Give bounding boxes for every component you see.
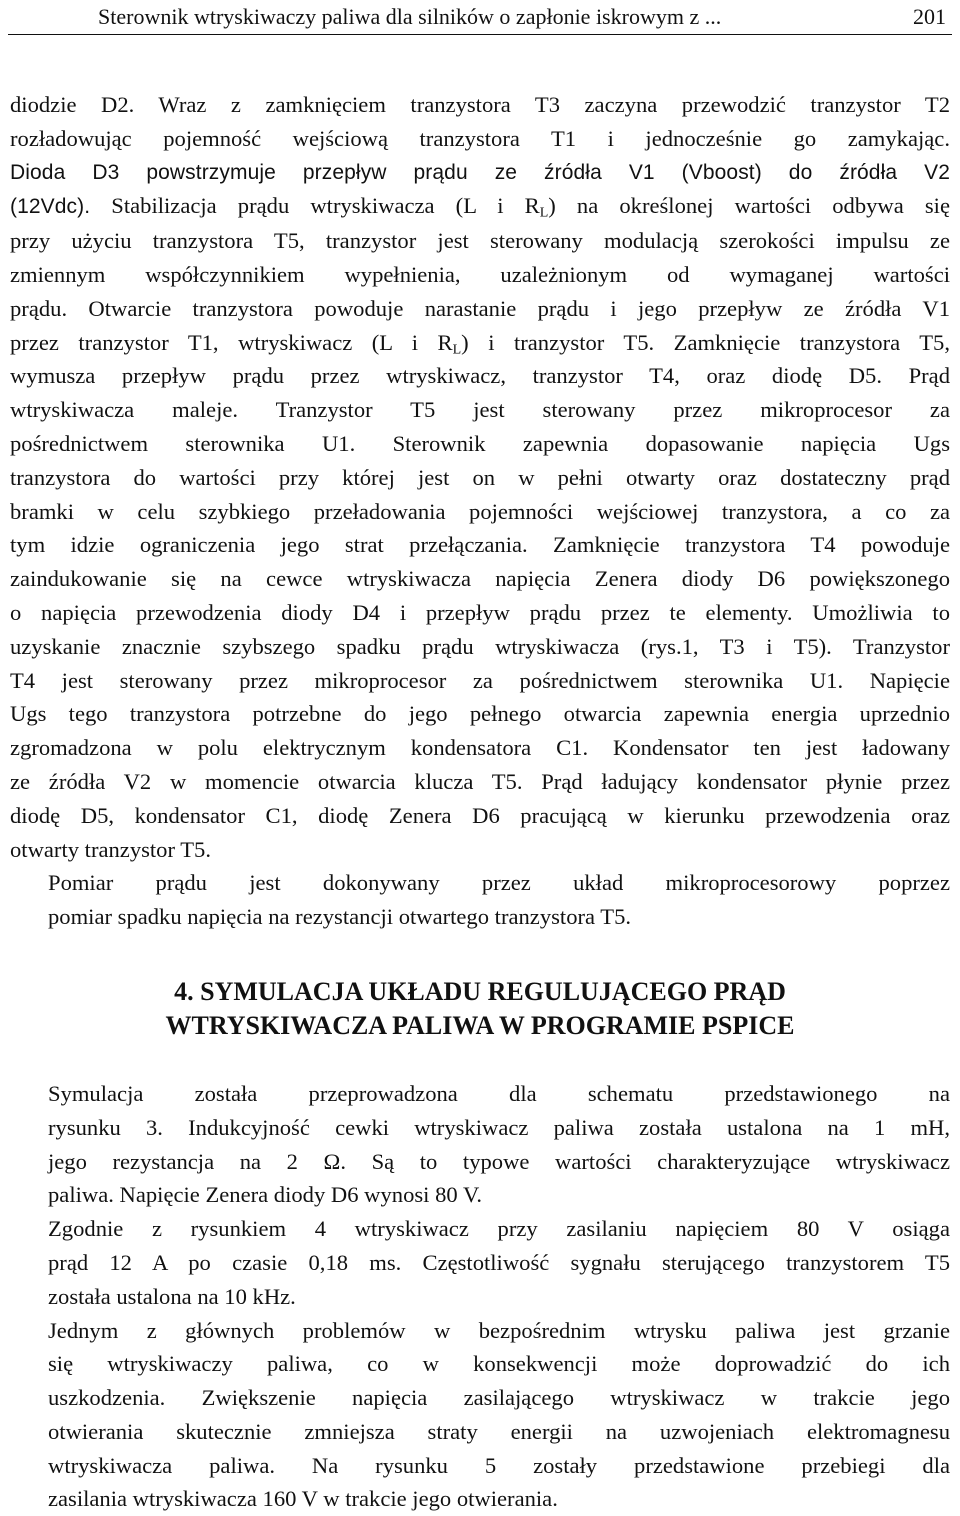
text-line: diodzie D2. Wraz z zamknięciem tranzystora T3 zaczyna przewodzić tranzystor T2 xyxy=(10,88,950,122)
text-line: Jednym z głównych problemów w bezpośrednim wtrysku paliwa jest grzanie xyxy=(10,1314,950,1348)
text-segment: ) i tranzystor T5. Zamknięcie tranzystora T5, xyxy=(461,330,950,355)
text-segment: ) na określonej wartości odbywa się xyxy=(548,193,950,218)
running-header xyxy=(0,0,960,40)
text-line: pośrednictwem sterownika U1. Sterownik zapewnia dopasowanie napięcia Ugs xyxy=(10,427,950,461)
text-segment: przez tranzystor T1, wtryskiwacz (L i R xyxy=(10,330,453,355)
header-rule xyxy=(8,34,952,35)
text-line: tranzystora do wartości przy której jest on w pełni otwarty oraz dostateczny prąd xyxy=(10,461,950,495)
text-line: wymusza przepływ prądu przez wtryskiwacz, tranzystor T4, oraz diodę D5. Prąd xyxy=(10,359,950,393)
text-line: uzyskanie znacznie szybszego spadku prądu wtryskiwacza (rys.1, T3 i T5). Tranzystor xyxy=(10,630,950,664)
text-line: rozładowując pojemność wejściową tranzystora T1 i jednocześnie go zamykając. xyxy=(10,122,950,156)
text-line: prąd 12 A po czasie 0,18 ms. Częstotliwość sygnału sterującego tranzystorem T5 xyxy=(10,1246,950,1280)
text-line: Zgodnie z rysunkiem 4 wtryskiwacz przy zasilaniu napięciem 80 V osiąga xyxy=(10,1212,950,1246)
text-line xyxy=(10,326,950,360)
text-line: przy użyciu tranzystora T5, tranzystor jest sterowany modulacją szerokości impulsu ze xyxy=(10,224,950,258)
text-line: zasilania wtryskiwacza 160 V w trakcie jego otwierania. xyxy=(10,1482,950,1516)
paragraph-3 xyxy=(10,1077,950,1212)
text-line: diodę D5, kondensator C1, diodę Zenera D6 pracującą w kierunku przewodzenia oraz xyxy=(10,799,950,833)
text-line: pomiar spadku napięcia na rezystancji otwartego tranzystora T5. xyxy=(10,900,950,934)
text-line: zgromadzona w polu elektrycznym kondensatora C1. Kondensator ten jest ładowany xyxy=(10,731,950,765)
text-line: bramki w celu szybkiego przeładowania pojemności wejściowej tranzystora, a co za xyxy=(10,495,950,529)
text-line: Dioda D3 powstrzymuje przepływ prądu ze źródła V1 (Vboost) do źródła V2 xyxy=(10,156,950,190)
text-line: uszkodzenia. Zwiększenie napięcia zasilającego wtryskiwacz w trakcie jego xyxy=(10,1381,950,1415)
text-line: Ugs tego tranzystora potrzebne do jego pełnego otwarcia zapewnia energia uprzednio xyxy=(10,697,950,731)
subscript: L xyxy=(540,206,549,221)
text-line: o napięcia przewodzenia diody D4 i przepływ prądu przez te elementy. Umożliwia to xyxy=(10,596,950,630)
text-line: Symulacja została przeprowadzona dla schematu przedstawionego na xyxy=(10,1077,950,1111)
text-line: Pomiar prądu jest dokonywany przez układ mikroprocesorowy poprzez xyxy=(10,866,950,900)
text-line: się wtryskiwaczy paliwa, co w konsekwencji może doprowadzić do ich xyxy=(10,1347,950,1381)
paragraph-2 xyxy=(10,866,950,934)
page-body xyxy=(10,88,950,1516)
text-segment: Stabilizacja prądu wtryskiwacza (L i R xyxy=(111,193,539,218)
text-line: T4 jest sterowany przez mikroprocesor za pośrednictwem sterownika U1. Napięcie xyxy=(10,664,950,698)
section-heading-line: 4. SYMULACJA UKŁADU REGULUJĄCEGO PRĄD xyxy=(10,975,950,1009)
subscript: L xyxy=(453,342,462,357)
section-heading-line: WTRYSKIWACZA PALIWA W PROGRAMIE PSPICE xyxy=(10,1009,950,1043)
running-title: Sterownik wtryskiwaczy paliwa dla silników o zapłonie iskrowym z ... xyxy=(98,2,721,32)
section-heading xyxy=(10,975,950,1043)
text-line: jego rezystancja na 2 Ω. Są to typowe wartości charakteryzujące wtryskiwacz xyxy=(10,1145,950,1179)
text-line: wtryskiwacza paliwa. Na rysunku 5 zostały przedstawione przebiegi dla xyxy=(10,1449,950,1483)
text-line: została ustalona na 10 kHz. xyxy=(10,1280,950,1314)
text-line xyxy=(10,189,950,224)
text-line: wtryskiwacza maleje. Tranzystor T5 jest sterowany przez mikroprocesor za xyxy=(10,393,950,427)
page-number: 201 xyxy=(913,2,946,32)
text-line: otwierania skutecznie zmniejsza straty energii na uzwojeniach elektromagnesu xyxy=(10,1415,950,1449)
text-line: tym idzie ograniczenia jego strat przełączania. Zamknięcie tranzystora T4 powoduje xyxy=(10,528,950,562)
text-line: zaindukowanie się na cewce wtryskiwacza napięcia Zenera diody D6 powiększonego xyxy=(10,562,950,596)
text-line: ze źródła V2 w momencie otwarcia klucza T5. Prąd ładujący kondensator płynie przez xyxy=(10,765,950,799)
text-segment: (12Vdc). xyxy=(10,195,90,218)
paragraph-4 xyxy=(10,1212,950,1313)
text-line: otwarty tranzystor T5. xyxy=(10,833,950,867)
text-line: rysunku 3. Indukcyjność cewki wtryskiwacz paliwa została ustalona na 1 mH, xyxy=(10,1111,950,1145)
paragraph-5 xyxy=(10,1314,950,1516)
text-line: prądu. Otwarcie tranzystora powoduje narastanie prądu i jego przepływ ze źródła V1 xyxy=(10,292,950,326)
text-line: zmiennym współczynnikiem wypełnienia, uzależnionym od wymaganej wartości xyxy=(10,258,950,292)
paragraph-1 xyxy=(10,88,950,866)
text-line: paliwa. Napięcie Zenera diody D6 wynosi 80 V. xyxy=(10,1178,950,1212)
